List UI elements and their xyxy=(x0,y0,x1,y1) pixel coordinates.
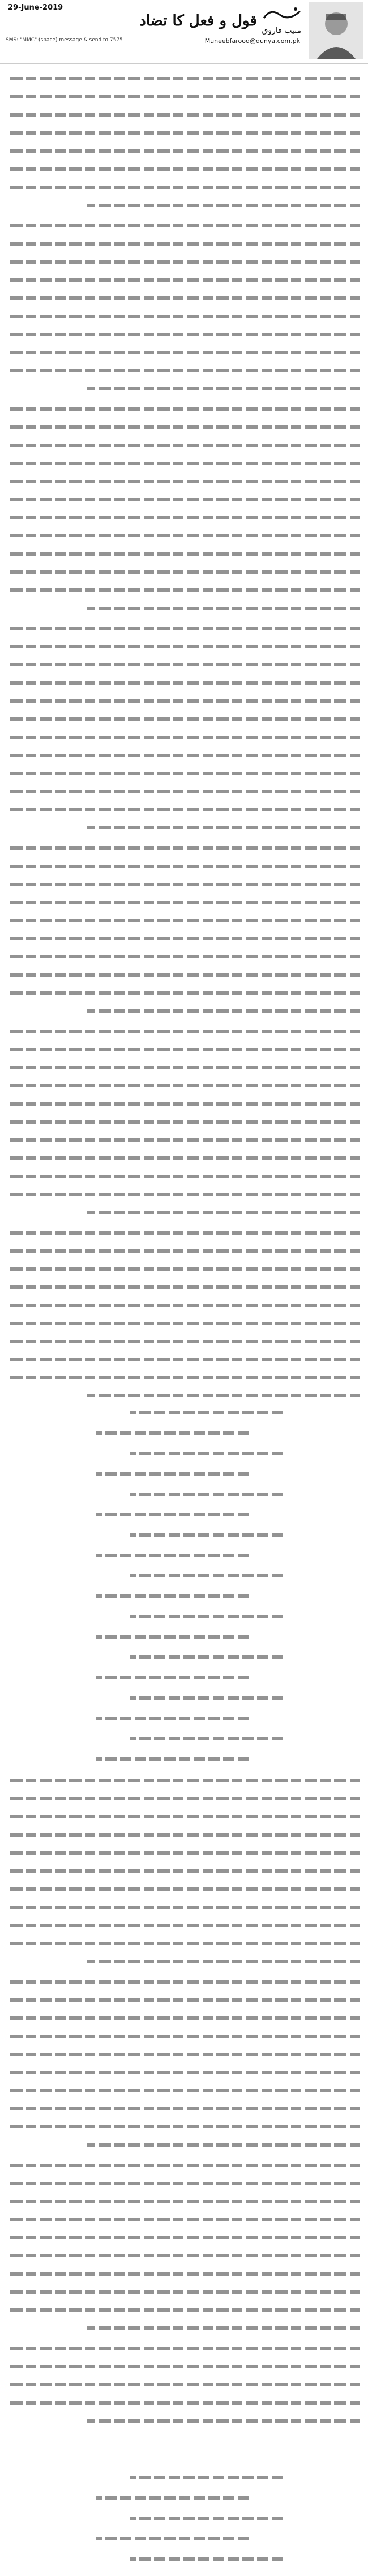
verse-line xyxy=(34,1504,334,1524)
verse-line xyxy=(34,1748,334,1769)
verse-line xyxy=(34,1443,334,1463)
paragraph xyxy=(8,1972,360,2153)
article-body xyxy=(8,69,360,1407)
text-line xyxy=(8,746,360,764)
text-line xyxy=(8,1990,360,2009)
verse-text xyxy=(34,1626,35,1627)
text-line xyxy=(8,1368,360,1386)
text-line xyxy=(8,2156,360,2174)
text-line xyxy=(8,1314,360,1332)
verse-line xyxy=(34,2487,334,2508)
text-line xyxy=(8,105,360,123)
text-line xyxy=(8,325,360,343)
sms-instructions: SMS: "MMC" (space) message & send to 7575 xyxy=(6,37,123,43)
text-line xyxy=(8,454,360,472)
text-line xyxy=(8,580,360,599)
headline: قول و فعل کا تضاد xyxy=(139,12,257,29)
text-line xyxy=(8,2357,360,2375)
verse-block xyxy=(34,1402,334,1769)
verse-line xyxy=(34,1463,334,1483)
verse-line xyxy=(34,1606,334,1626)
verse-line xyxy=(34,1687,334,1708)
text-line xyxy=(8,508,360,526)
text-line xyxy=(8,1916,360,1934)
verse-line xyxy=(34,1626,334,1646)
text-line xyxy=(8,929,360,947)
text-line xyxy=(8,1880,360,1898)
verse-line xyxy=(34,1422,334,1443)
text-line xyxy=(8,490,360,508)
text-line xyxy=(8,1112,360,1130)
text-line xyxy=(8,252,360,270)
text-line xyxy=(8,562,360,580)
text-line xyxy=(8,399,360,418)
text-line xyxy=(8,1843,360,1861)
author-email: Muneebfarooq@dunya.com.pk xyxy=(204,37,300,45)
verse-line xyxy=(34,1565,334,1585)
text-line xyxy=(8,947,360,965)
text-line xyxy=(8,123,360,141)
text-line xyxy=(8,2393,360,2411)
text-line xyxy=(8,764,360,782)
text-line xyxy=(8,1040,360,1058)
paragraph xyxy=(8,1223,360,1404)
text-line xyxy=(8,2282,360,2300)
text-line xyxy=(8,2081,360,2099)
column-header xyxy=(0,0,368,64)
text-line xyxy=(8,1898,360,1916)
verse-line xyxy=(34,1585,334,1606)
paragraph xyxy=(8,399,360,617)
text-line xyxy=(8,87,360,105)
text-line xyxy=(8,800,360,818)
text-line xyxy=(8,1934,360,1952)
verse-text xyxy=(34,1565,35,1566)
verse-line xyxy=(34,2467,334,2487)
text-line xyxy=(8,2246,360,2264)
verse-line xyxy=(34,2508,334,2528)
text-line xyxy=(8,141,360,160)
text-line xyxy=(8,655,360,673)
text-line xyxy=(8,2264,360,2282)
paragraph xyxy=(8,619,360,836)
text-line xyxy=(8,1203,360,1221)
text-line xyxy=(8,2099,360,2117)
text-line xyxy=(8,1825,360,1843)
text-line xyxy=(8,1332,360,1350)
verse-text xyxy=(34,1483,35,1484)
text-line xyxy=(8,418,360,436)
text-line xyxy=(8,2210,360,2228)
paragraph xyxy=(8,838,360,1020)
paragraph xyxy=(8,2339,360,2429)
text-line xyxy=(8,1350,360,1368)
text-line xyxy=(8,1296,360,1314)
text-line xyxy=(8,619,360,637)
publication-date: 29-June-2019 xyxy=(8,3,63,12)
text-line xyxy=(8,2192,360,2210)
verse-line xyxy=(34,1483,334,1504)
text-line xyxy=(8,526,360,544)
verse-line xyxy=(34,1646,334,1667)
text-line xyxy=(8,1861,360,1880)
verse-text xyxy=(34,1585,35,1586)
text-line xyxy=(8,691,360,709)
text-line xyxy=(8,1223,360,1241)
text-line xyxy=(8,343,360,361)
paragraph xyxy=(8,1022,360,1221)
text-line xyxy=(8,379,360,397)
text-line xyxy=(8,2135,360,2153)
text-line xyxy=(8,1259,360,1278)
text-line xyxy=(8,1789,360,1807)
verse-line xyxy=(34,2548,334,2569)
text-line xyxy=(8,1278,360,1296)
article-body-continued xyxy=(8,1771,360,2432)
text-line xyxy=(8,1167,360,1185)
verse-text xyxy=(34,1687,35,1688)
text-line xyxy=(8,178,360,196)
text-line xyxy=(8,838,360,857)
paragraph xyxy=(8,216,360,397)
text-line xyxy=(8,2117,360,2135)
text-line xyxy=(8,1149,360,1167)
text-line xyxy=(8,818,360,836)
verse-text xyxy=(34,2548,35,2549)
text-line xyxy=(8,728,360,746)
text-line xyxy=(8,1076,360,1094)
verse-text xyxy=(34,1463,35,1464)
text-line xyxy=(8,1807,360,1825)
text-line xyxy=(8,637,360,655)
text-line xyxy=(8,599,360,617)
verse-line xyxy=(34,1545,334,1565)
text-line xyxy=(8,709,360,728)
paragraph xyxy=(8,1771,360,1970)
text-line xyxy=(8,1771,360,1789)
text-line xyxy=(8,472,360,490)
text-line xyxy=(8,289,360,307)
text-line xyxy=(8,234,360,252)
author-photo xyxy=(309,2,363,59)
text-line xyxy=(8,673,360,691)
text-line xyxy=(8,160,360,178)
text-line xyxy=(8,307,360,325)
text-line xyxy=(8,544,360,562)
text-line xyxy=(8,1022,360,1040)
text-line xyxy=(8,2411,360,2429)
verse-line xyxy=(34,1708,334,1728)
text-line xyxy=(8,2375,360,2393)
verse-text xyxy=(34,1422,35,1423)
text-line xyxy=(8,875,360,893)
text-line xyxy=(8,436,360,454)
text-line xyxy=(8,983,360,1001)
verse-line xyxy=(34,1728,334,1748)
text-line xyxy=(8,2027,360,2045)
text-line xyxy=(8,1094,360,1112)
text-line xyxy=(8,1972,360,1990)
text-line xyxy=(8,2174,360,2192)
verse-text xyxy=(34,1748,35,1749)
text-line xyxy=(8,1130,360,1149)
verse-line xyxy=(34,1524,334,1545)
verse-line xyxy=(34,1402,334,1422)
text-line xyxy=(8,911,360,929)
text-line xyxy=(8,361,360,379)
paragraph xyxy=(8,69,360,214)
text-line xyxy=(8,2339,360,2357)
verse-text xyxy=(34,1524,35,1525)
text-line xyxy=(8,782,360,800)
paragraph xyxy=(8,2156,360,2337)
text-line xyxy=(8,69,360,87)
verse-block-end xyxy=(34,2467,334,2569)
text-line xyxy=(8,893,360,911)
text-line xyxy=(8,2319,360,2337)
text-line xyxy=(8,1001,360,1020)
text-line xyxy=(8,2063,360,2081)
verse-text xyxy=(34,1402,35,1403)
verse-line xyxy=(34,1667,334,1687)
text-line xyxy=(8,270,360,289)
text-line xyxy=(8,1058,360,1076)
verse-text xyxy=(34,2487,35,2488)
text-line xyxy=(8,2300,360,2319)
text-line xyxy=(8,965,360,983)
text-line xyxy=(8,2045,360,2063)
text-line xyxy=(8,196,360,214)
text-line xyxy=(8,1185,360,1203)
text-line xyxy=(8,857,360,875)
text-line xyxy=(8,2009,360,2027)
verse-text xyxy=(34,1646,35,1647)
author-name: منیب فاروق xyxy=(262,26,301,35)
text-line xyxy=(8,1241,360,1259)
text-line xyxy=(8,1952,360,1970)
text-line xyxy=(8,2228,360,2246)
text-line xyxy=(8,216,360,234)
verse-line xyxy=(34,2528,334,2548)
